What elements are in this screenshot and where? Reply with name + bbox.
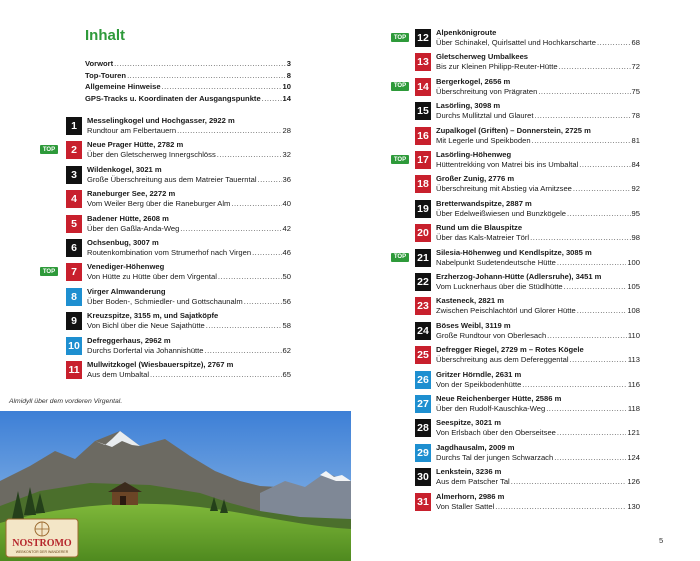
tour-page: 28: [282, 126, 291, 135]
front-matter-label: Allgemeine Hinweise: [85, 82, 161, 92]
tour-number-badge: 24: [415, 322, 431, 340]
tour-subtitle-row: [436, 306, 640, 316]
leader-dots: [557, 428, 626, 438]
leader-dots: [252, 248, 281, 258]
leader-dots: [177, 126, 281, 136]
tour-number-badge: 14: [415, 78, 431, 96]
leader-dots: [206, 321, 282, 331]
leader-dots: [579, 160, 630, 170]
tour-subtitle: Überschreitung mit Abstieg via Arnitzsee: [436, 184, 572, 194]
tour-subtitle: Durchs Tal der jungen Schwarzach: [436, 452, 554, 462]
tour-subtitle-row: [87, 297, 291, 307]
toc-entry[interactable]: [66, 336, 291, 358]
tour-page: 32: [282, 150, 291, 160]
toc-entry[interactable]: [393, 28, 640, 50]
tour-title: Badener Hütte, 2608 m: [87, 213, 169, 223]
toc-entry[interactable]: [415, 321, 640, 343]
top-tour-badge: TOP: [40, 145, 58, 154]
tour-subtitle: Nabelpunkt Sudetendeutsche Hütte: [436, 257, 556, 267]
tour-number-badge: 4: [66, 190, 82, 208]
tour-subtitle-row: [436, 233, 640, 243]
tour-subtitle: Über den Gletscherweg Innergschlöss: [87, 150, 216, 160]
tour-subtitle: Mit Legerle und Speikboden: [436, 135, 531, 145]
tour-title: Böses Weibl, 3119 m: [436, 320, 511, 330]
leader-dots: [535, 111, 631, 121]
front-matter-label: Vorwort: [85, 59, 114, 68]
tour-subtitle: Über Schinakel, Quirlsattel und Hochkarscharte: [436, 38, 596, 47]
top-tour-badge: TOP: [391, 155, 409, 164]
tour-number-badge: 25: [415, 346, 431, 364]
toc-entry[interactable]: [415, 199, 640, 221]
tour-subtitle-row: [87, 370, 291, 380]
tour-page: 100: [627, 257, 640, 267]
tour-title: Neue Prager Hütte, 2782 m: [87, 140, 184, 150]
leader-dots: [217, 150, 282, 160]
tour-title: Großer Zunig, 2776 m: [436, 174, 515, 184]
leader-dots: [180, 224, 281, 234]
tour-subtitle: Überschreitung von Prägraten: [436, 86, 538, 96]
tour-page: 113: [627, 355, 640, 365]
tour-subtitle: Von Hütte zu Hütte über dem Virgental: [87, 272, 217, 282]
tour-title: Gletscherweg Umbalkees: [436, 52, 529, 62]
toc-entry[interactable]: [415, 418, 640, 440]
tour-page: 124: [627, 452, 640, 462]
toc-entry[interactable]: [415, 345, 640, 367]
leader-dots: [554, 453, 626, 463]
leader-dots: [546, 404, 627, 414]
toc-entry[interactable]: [66, 311, 291, 333]
tour-subtitle: Rundtour am Felbertauern: [87, 126, 177, 135]
tour-subtitle-row: [87, 272, 291, 282]
toc-entry[interactable]: [415, 370, 640, 392]
tour-subtitle-row: [87, 321, 291, 331]
leader-dots: [547, 331, 627, 341]
toc-entry[interactable]: [415, 492, 640, 514]
tour-subtitle: Hüttentrekking von Matrei bis ins Umbaltal: [436, 160, 579, 169]
toc-entry[interactable]: [415, 467, 640, 489]
toc-entry[interactable]: [42, 262, 291, 284]
tour-subtitle: Aus dem Umbaltal: [87, 370, 150, 379]
tour-title: Bergerkogel, 2656 m: [436, 76, 511, 86]
tour-subtitle-row: [436, 38, 640, 48]
leader-dots: [538, 87, 630, 97]
tour-page: 62: [282, 345, 291, 355]
front-matter-list: [85, 58, 291, 104]
tour-subtitle: Aus dem Patscher Tal: [436, 477, 510, 487]
tour-number-badge: 18: [415, 175, 431, 193]
tour-page: 65: [282, 370, 291, 379]
tour-number-badge: 11: [66, 361, 82, 379]
tour-title: Zupalkogel (Griften) – Donnerstein, 2725 m: [436, 125, 591, 135]
tour-page: 116: [627, 379, 640, 389]
leader-dots: [244, 297, 282, 307]
tour-title: Rund um die Blauspitze: [436, 223, 523, 233]
tour-page: 40: [282, 199, 291, 209]
tour-title: Lenkstein, 3236 m: [436, 467, 502, 477]
leader-dots: [532, 136, 631, 146]
top-tour-badge: TOP: [40, 267, 58, 276]
tour-subtitle: Über das Kals-Matreier Törl: [436, 233, 530, 243]
toc-entry[interactable]: [415, 296, 640, 318]
tour-page: 36: [282, 174, 291, 184]
tour-title: Silesia-Höhenweg und Kendlspitze, 3085 m: [436, 247, 592, 257]
toc-entry[interactable]: [415, 126, 640, 148]
tour-title: Virger Almwanderung: [87, 286, 166, 296]
toc-entry[interactable]: [66, 238, 291, 260]
front-matter-label: GPS-Tracks u. Koordinaten der Ausgangspunkte: [85, 93, 261, 103]
tour-number-badge: 1: [66, 117, 82, 135]
tour-subtitle-row: [87, 150, 291, 160]
tour-subtitle-row: [436, 209, 640, 219]
tour-title: Erzherzog-Johann-Hütte (Adlersruhe), 3451 m: [436, 272, 602, 281]
alpine-photo: [0, 411, 351, 561]
toc-entry[interactable]: [415, 394, 640, 416]
tour-page: 98: [631, 233, 640, 243]
leader-dots: [262, 93, 282, 105]
tour-page: 81: [631, 135, 640, 145]
leader-dots: [218, 272, 282, 282]
tour-title: Messelingkogel und Hochgasser, 2922 m: [87, 116, 235, 125]
tour-title: Venediger-Höhenweg: [87, 262, 165, 272]
page-title: Inhalt: [85, 27, 125, 44]
tour-number-badge: 15: [415, 102, 431, 120]
tour-subtitle: Von Bichl über die Neue Sajathütte: [87, 321, 205, 331]
tour-title: Ochsenbug, 3007 m: [87, 238, 159, 247]
tour-page: 56: [282, 296, 291, 306]
toc-entry[interactable]: [66, 214, 291, 236]
page-number: 5: [659, 536, 664, 545]
tour-subtitle: Über Edelweißwiesen und Bunzkögele: [436, 208, 567, 218]
toc-entry[interactable]: [66, 287, 291, 309]
tour-number-badge: 27: [415, 395, 431, 413]
tour-title: Defregger Riegel, 2729 m – Rotes Kögele: [436, 345, 584, 355]
tour-subtitle-row: [436, 184, 640, 194]
leader-dots: [564, 282, 627, 292]
top-tour-badge: TOP: [391, 82, 409, 91]
tour-subtitle: Von der Speikbodenhütte: [436, 379, 522, 389]
tour-subtitle: Durchs Mullitztal und Glauret: [436, 111, 534, 121]
tour-title: Seespitze, 3021 m: [436, 418, 502, 428]
tour-subtitle-row: [87, 199, 291, 209]
leader-dots: [570, 355, 627, 365]
tour-subtitle-row: [436, 111, 640, 121]
tour-title: Raneburger See, 2272 m: [87, 189, 176, 199]
toc-entry[interactable]: [66, 116, 291, 138]
tour-title: Lasörling, 3098 m: [436, 101, 501, 111]
tour-number-badge: 31: [415, 493, 431, 511]
tour-subtitle: Routenkombination vom Strumerhof nach Virgen: [87, 248, 252, 257]
tour-page: 105: [627, 282, 640, 291]
tour-subtitle-row: [436, 355, 640, 365]
tour-page: 75: [631, 86, 640, 96]
tour-number-badge: 20: [415, 224, 431, 242]
tour-page: 84: [631, 160, 640, 169]
tour-subtitle: Vom Lucknerhaus über die Stüdlhütte: [436, 282, 563, 291]
front-matter-page: 8: [286, 70, 291, 80]
tour-subtitle-row: [436, 160, 640, 170]
toc-entry[interactable]: [415, 101, 640, 123]
tour-number-badge: 16: [415, 127, 431, 145]
tour-page: 58: [282, 321, 291, 331]
tour-subtitle-row: [436, 380, 640, 390]
tour-subtitle-row: [436, 428, 640, 438]
tour-subtitle-row: [436, 331, 640, 341]
tour-number-badge: 7: [66, 263, 82, 281]
leader-dots: [114, 58, 286, 70]
tour-subtitle-row: [436, 453, 640, 463]
leader-dots: [559, 62, 631, 72]
leader-dots: [577, 306, 627, 316]
leader-dots: [162, 81, 282, 93]
tour-page: 95: [631, 208, 640, 218]
leader-dots: [205, 346, 282, 356]
front-matter-item[interactable]: [85, 81, 291, 93]
leader-dots: [530, 233, 630, 243]
tour-subtitle: Über Boden-, Schmiedler- und Gottschaunalm: [87, 296, 243, 306]
tour-subtitle: Große Rundtour von Oberlesach: [436, 330, 547, 340]
tour-title: Alpenkönigroute: [436, 28, 497, 37]
tour-number-badge: 26: [415, 371, 431, 389]
tour-number-badge: 12: [415, 29, 431, 47]
tour-number-badge: 19: [415, 200, 431, 218]
leader-dots: [511, 477, 627, 487]
tour-subtitle: Von Erlsbach über den Oberseitsee: [436, 428, 556, 438]
front-matter-page: 10: [282, 82, 291, 92]
front-matter-page: 3: [286, 59, 291, 68]
tour-page: 72: [631, 62, 640, 72]
toc-entry[interactable]: [42, 140, 291, 162]
toc-entry[interactable]: [66, 165, 291, 187]
tour-number-badge: 6: [66, 239, 82, 257]
tour-subtitle-row: [436, 477, 640, 487]
photo-caption: Almidyll über dem vorderen Virgental.: [9, 398, 123, 405]
logo-text: NOSTROMO: [12, 538, 72, 549]
tour-subtitle-row: [436, 502, 640, 512]
leader-dots: [127, 70, 286, 82]
tour-subtitle: Durchs Dorfertal via Johannishütte: [87, 345, 204, 355]
tour-title: Bretterwandspitze, 2887 m: [436, 198, 532, 208]
tour-number-badge: 8: [66, 288, 82, 306]
toc-entry[interactable]: [393, 76, 640, 99]
toc-entry[interactable]: [415, 272, 640, 294]
toc-entry[interactable]: [393, 150, 640, 172]
tour-title: Jagdhausalm, 2009 m: [436, 442, 515, 452]
tour-subtitle-row: [436, 282, 640, 292]
tour-page: 68: [631, 38, 640, 47]
tour-page: 46: [282, 248, 291, 257]
tour-page: 110: [627, 330, 640, 340]
tour-subtitle-row: [87, 175, 291, 185]
toc-entry[interactable]: [415, 223, 640, 245]
tour-subtitle-row: [436, 404, 640, 414]
tour-number-badge: 23: [415, 297, 431, 315]
tour-subtitle-row: [87, 248, 291, 258]
tour-page: 78: [631, 111, 640, 121]
tour-number-badge: 30: [415, 468, 431, 486]
tour-page: 92: [631, 184, 640, 194]
toc-entry[interactable]: [415, 52, 640, 74]
tour-title: Defreggerhaus, 2962 m: [87, 335, 171, 345]
tour-subtitle: Zwischen Peischlachtörl und Glorer Hütte: [436, 306, 576, 316]
leader-dots: [495, 502, 626, 512]
tour-number-badge: 21: [415, 249, 431, 267]
tour-subtitle: Vom Weiler Berg über die Raneburger Alm: [87, 199, 231, 209]
tour-number-badge: 2: [66, 141, 82, 159]
toc-entry[interactable]: [415, 174, 640, 196]
top-tour-badge: TOP: [391, 253, 409, 262]
tour-subtitle-row: [436, 87, 640, 97]
tour-title: Mullwitzkogel (Wiesbauerspitze), 2767 m: [87, 360, 234, 369]
tour-number-badge: 13: [415, 53, 431, 71]
leader-dots: [567, 209, 631, 219]
tour-subtitle-row: [87, 346, 291, 356]
tour-subtitle: Bis zur Kleinen Philipp-Reuter-Hütte: [436, 62, 558, 72]
leader-dots: [522, 380, 627, 390]
tour-subtitle: Von Staller Sattel: [436, 501, 495, 511]
tour-subtitle-row: [436, 62, 640, 72]
toc-entry[interactable]: [415, 443, 640, 465]
tour-title: Neue Reichenberger Hütte, 2586 m: [436, 394, 562, 403]
toc-right-column: [393, 28, 640, 528]
leader-dots: [597, 38, 631, 48]
front-matter-item[interactable]: [85, 58, 291, 70]
tour-number-badge: 5: [66, 215, 82, 233]
front-matter-page: 14: [282, 93, 291, 103]
tour-subtitle: Große Überschreitung aus dem Matreier Tauerntal: [87, 174, 257, 184]
tour-subtitle-row: [87, 126, 291, 136]
tour-subtitle-row: [87, 224, 291, 234]
tour-title: Lasörling-Höhenweg: [436, 150, 512, 159]
tour-number-badge: 9: [66, 312, 82, 330]
leader-dots: [557, 258, 626, 268]
tour-page: 118: [627, 404, 640, 413]
tour-page: 130: [627, 501, 640, 511]
tour-page: 42: [282, 223, 291, 233]
tour-title: Kreuzspitze, 3155 m, und Sajatköpfe: [87, 311, 219, 321]
leader-dots: [573, 184, 631, 194]
tour-page: 121: [627, 428, 640, 438]
top-tour-badge: TOP: [391, 33, 409, 42]
tour-number-badge: 29: [415, 444, 431, 462]
front-matter-label: Top-Touren: [85, 70, 127, 80]
tour-subtitle-row: [436, 258, 640, 268]
tour-title: Kasteneck, 2821 m: [436, 296, 504, 306]
leader-dots: [231, 199, 281, 209]
tour-subtitle: Über den Rudolf-Kauschka-Weg: [436, 404, 546, 413]
tour-number-badge: 10: [66, 337, 82, 355]
front-matter-item[interactable]: [85, 70, 291, 82]
front-matter-item[interactable]: [85, 93, 291, 105]
tour-title: Almerhorn, 2986 m: [436, 491, 505, 501]
toc-entry[interactable]: [393, 247, 640, 270]
tour-number-badge: 22: [415, 273, 431, 291]
tour-title: Gritzer Hörndle, 2631 m: [436, 369, 522, 379]
leader-dots: [258, 175, 282, 185]
tour-subtitle: Überschreitung aus dem Defereggental: [436, 355, 569, 365]
toc-left-column: [42, 116, 291, 391]
publisher-logo: [6, 519, 78, 557]
tour-page: 108: [627, 306, 640, 316]
toc-entry[interactable]: [66, 360, 291, 382]
leader-dots: [150, 370, 282, 380]
tour-title: Wildenkogel, 3021 m: [87, 164, 162, 174]
logo-tagline: WEBKONTOR DER WANDERER: [15, 550, 69, 554]
tour-page: 50: [282, 272, 291, 282]
toc-entry[interactable]: [66, 189, 291, 211]
tour-number-badge: 28: [415, 419, 431, 437]
tour-subtitle: Über den Gaßla-Anda-Weg: [87, 223, 180, 233]
tour-page: 126: [627, 477, 640, 487]
tour-subtitle-row: [436, 136, 640, 146]
tour-number-badge: 17: [415, 151, 431, 169]
tour-number-badge: 3: [66, 166, 82, 184]
